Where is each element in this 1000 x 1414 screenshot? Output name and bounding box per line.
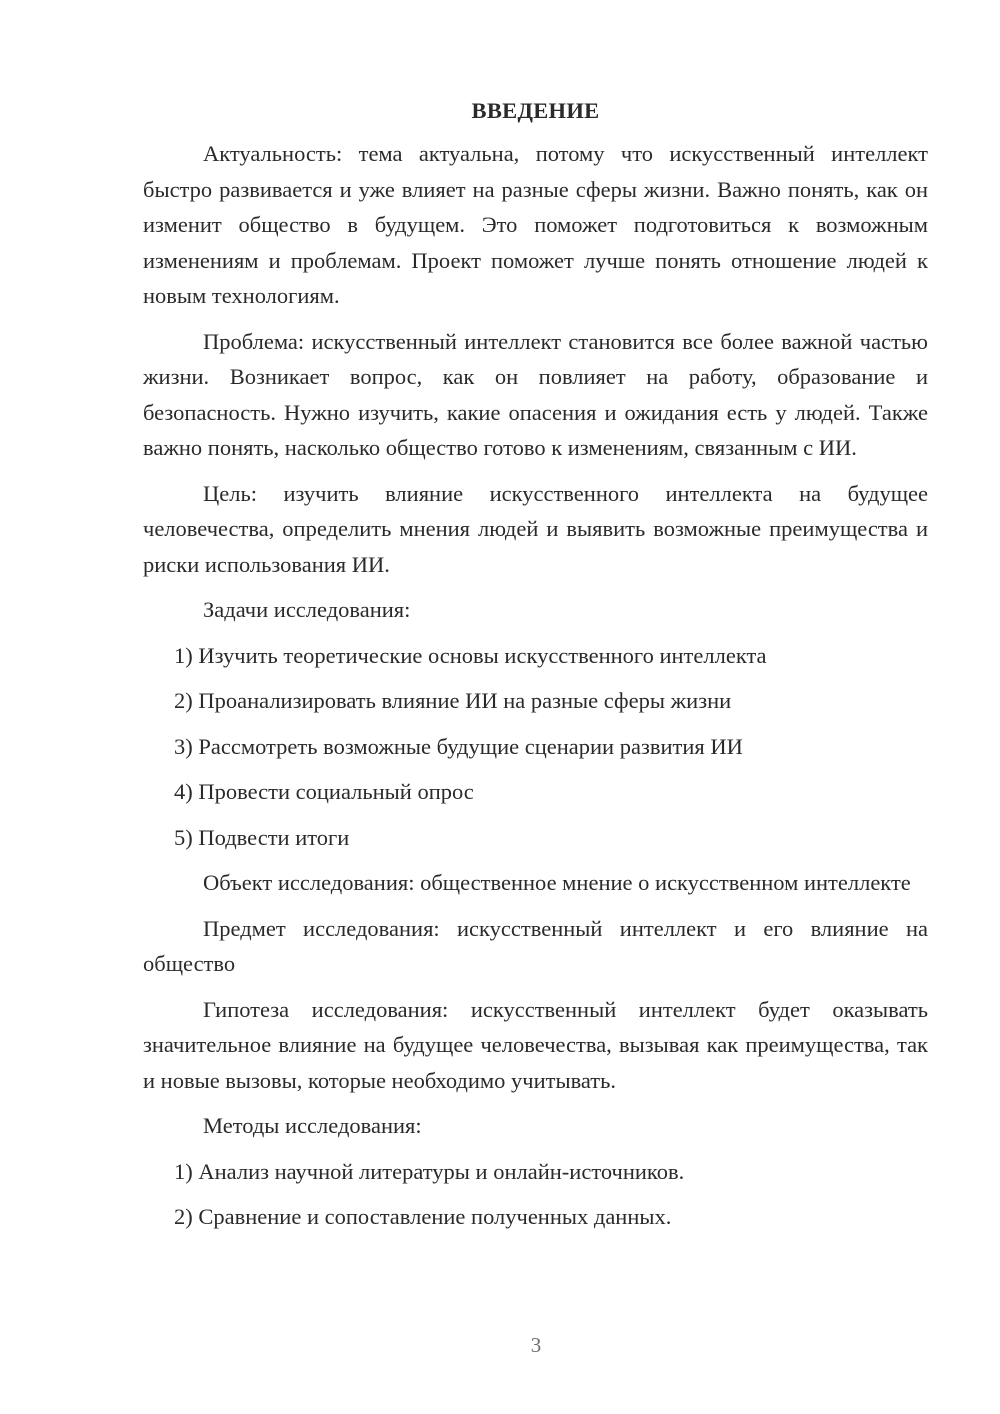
- page-title: ВВЕДЕНИЕ: [471, 98, 600, 123]
- object-paragraph: Объект исследования: общественное мнение о искусственном интеллекте: [203, 870, 911, 895]
- goal-paragraph: Цель: изучить влияние искусственного интеллекта на будущее человечества, определить мнения людей и выявить возможные преимущества и риски использования ИИ.: [143, 480, 928, 577]
- tasks-heading: Задачи исследования:: [203, 597, 411, 622]
- list-item: 5) Подвести итоги: [174, 824, 350, 850]
- tasks-list: [143, 638, 928, 856]
- subject-paragraph: Предмет исследования: искусственный интеллект и его влияние на общество: [143, 915, 928, 976]
- list-item: 2) Проанализировать влияние ИИ на разные сферы жизни: [174, 688, 732, 713]
- list-item: 3) Рассмотреть возможные будущие сценарии развития ИИ: [174, 733, 743, 759]
- page-number: 3: [530, 1333, 542, 1357]
- methods-list: [143, 1154, 928, 1235]
- list-item: 1) Изучить теоретические основы искусственного интеллекта: [174, 642, 767, 668]
- list-item: 2) Сравнение и сопоставление полученных данных.: [174, 1204, 672, 1229]
- relevance-paragraph: Актуальность: тема актуальна, потому что искусственный интеллект быстро развивается и уже влияет на разные сферы жизни. Важно понять, как он изменит общество в будущем. Это поможет подготовиться к возможным изменениям и проблемам. Проект поможет лучше понять отношение людей к новым технологиям.: [143, 141, 928, 308]
- problem-paragraph: Проблема: искусственный интеллект становится все более важной частью жизни. Возникает вопрос, как он повлияет на работу, образование и безопасность. Нужно изучить, какие опасения и ожидания есть у людей. Также важно понять, насколько общество готово к изменениям, связанным с ИИ.: [143, 328, 928, 460]
- document-page: [143, 96, 928, 1245]
- hypothesis-paragraph: Гипотеза исследования: искусственный интеллект будет оказывать значительное влияние на будущее человечества, вызывая как преимущества, так и новые вызовы, которые необходимо учитывать.: [143, 996, 928, 1093]
- list-item: 4) Провести социальный опрос: [174, 779, 474, 804]
- methods-heading: Методы исследования:: [203, 1113, 422, 1138]
- list-item: 1) Анализ научной литературы и онлайн-источников.: [174, 1158, 685, 1184]
